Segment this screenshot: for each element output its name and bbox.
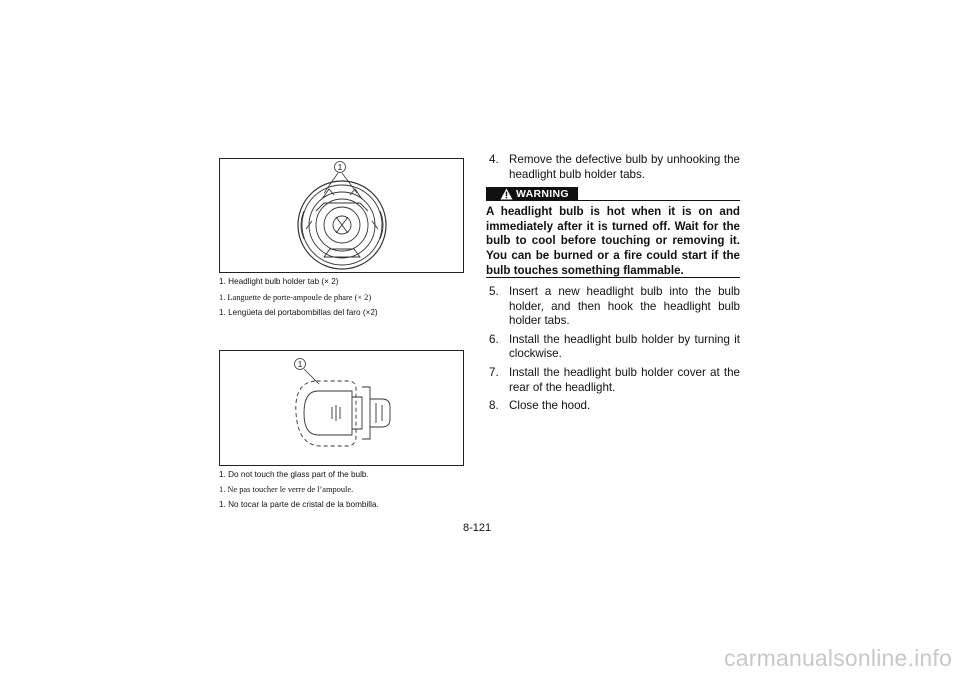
step-text: Install the headlight bulb holder by turning it clockwise. — [509, 332, 740, 361]
figure-bulb-holder — [219, 158, 464, 273]
warning-label: WARNING — [516, 188, 569, 200]
step-number: 5. — [489, 285, 499, 298]
warning-top-rule — [578, 200, 740, 201]
step-number: 7. — [489, 365, 499, 379]
caption-en: 1. Headlight bulb holder tab (× 2) — [219, 277, 339, 286]
step-text: Remove the defective bulb by unhooking the headlight bulb holder tabs. — [509, 153, 740, 181]
warning-text: A headlight bulb is hot when it is on and immediately after it is turned off. Wait for the bulb to cool before touching or removing it. You can be burned or a fire could start if the bulb touches something flammable. — [486, 205, 740, 277]
caption2-en: 1. Do not touch the glass part of the bulb. — [219, 470, 369, 479]
step-item — [486, 153, 740, 182]
step-number: 4. — [489, 153, 499, 166]
warning-header — [486, 187, 740, 201]
step-item — [486, 333, 740, 362]
caption-es: 1. Lengüeta del portabombillas del faro (×2) — [219, 308, 378, 317]
caption-fr: 1. Languette de porte-ampoule de phare (× 2) — [219, 293, 372, 302]
step-number: 8. — [489, 399, 499, 413]
steps-after-warning — [486, 285, 740, 414]
caption2-fr: 1. Ne pas toucher le verre de l’ampoule. — [219, 485, 354, 494]
step-item — [486, 285, 740, 329]
callout-number-2: 1 — [297, 360, 303, 369]
step-text: Close the hood. — [509, 399, 591, 413]
bulb-illustration — [220, 351, 463, 465]
warning-bottom-rule — [486, 277, 740, 278]
callout-leader-1a — [324, 173, 338, 193]
step-text: Install the headlight bulb holder cover at the rear of the headlight. — [509, 365, 740, 394]
warning-badge — [486, 187, 578, 201]
step-number: 6. — [489, 332, 499, 346]
figure-bulb — [219, 350, 464, 466]
steps-before-warning — [486, 153, 740, 182]
warning-triangle-icon — [500, 188, 513, 204]
page-number: 8-121 — [463, 522, 492, 534]
watermark: carmanualsonline.info — [724, 645, 952, 671]
bulb-holder-illustration — [220, 159, 463, 272]
step-item — [486, 399, 740, 414]
step-item — [486, 366, 740, 395]
callout-number: 1 — [337, 163, 343, 172]
step-text: Insert a new headlight bulb into the bulb holder, and then hook the headlight bulb holder tabs. — [509, 285, 740, 328]
caption2-es: 1. No tocar la parte de cristal de la bombilla. — [219, 500, 379, 509]
